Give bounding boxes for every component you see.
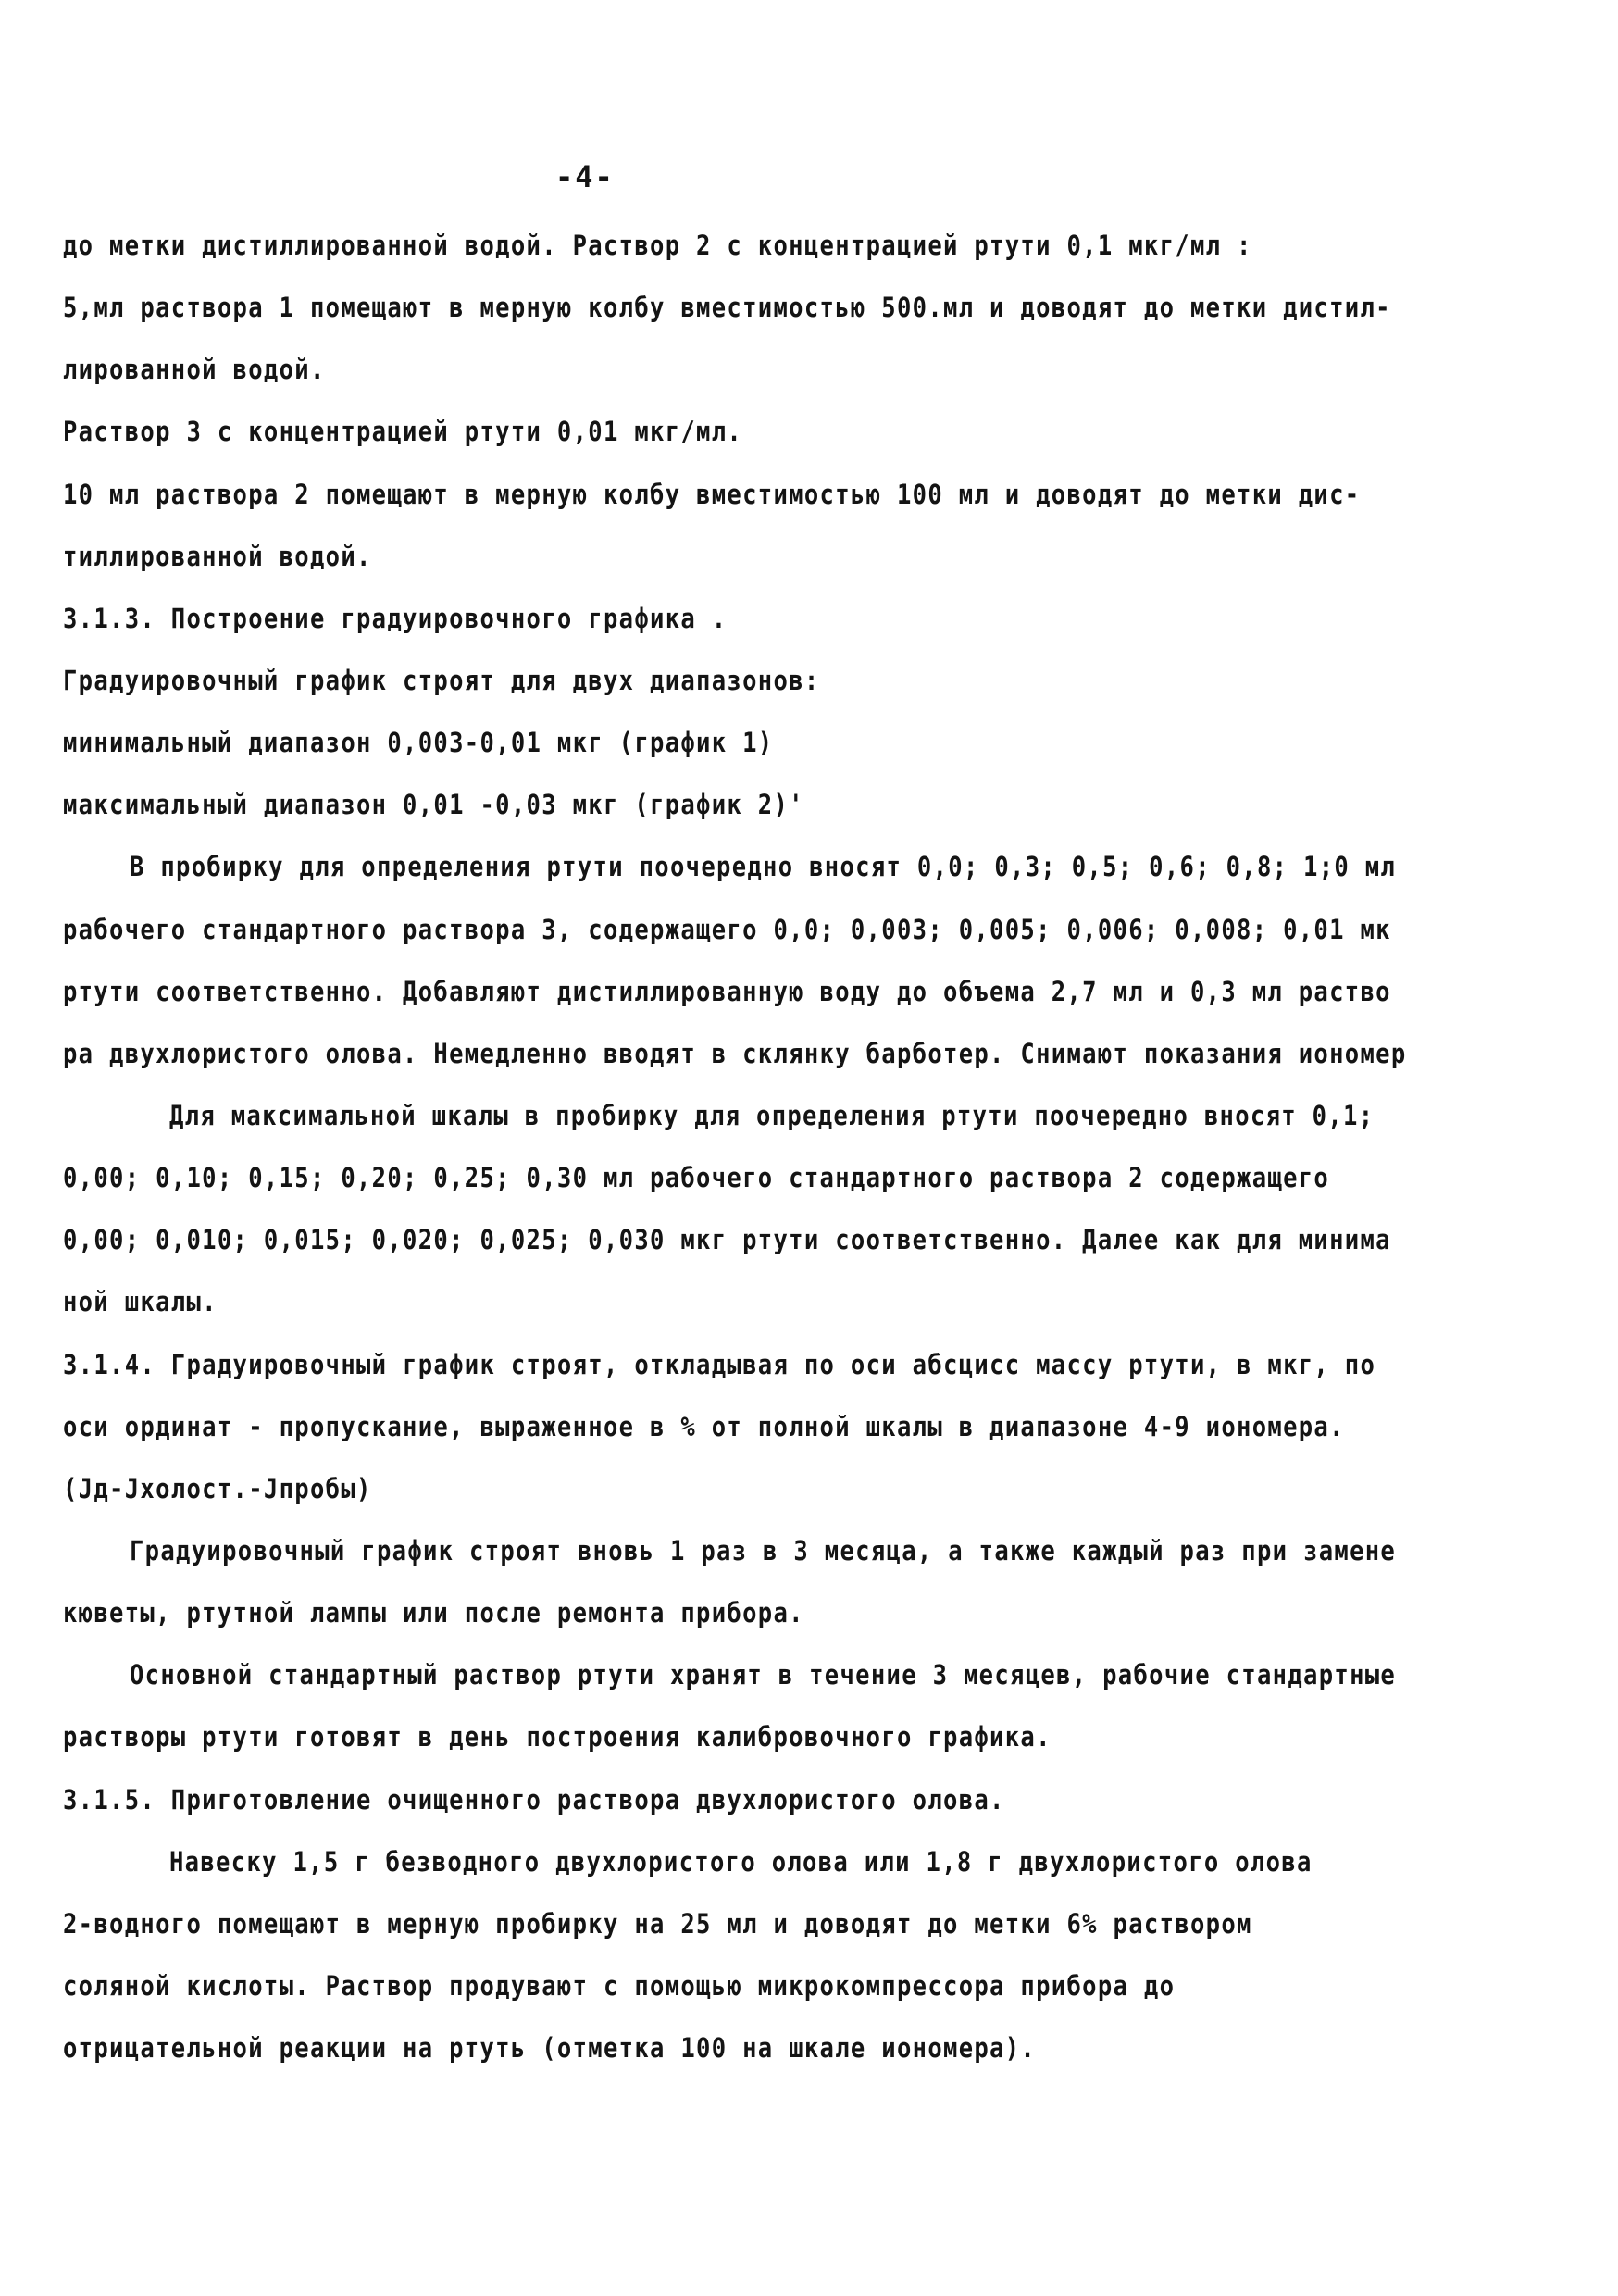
text-line: 0,00; 0,10; 0,15; 0,20; 0,25; 0,30 мл рабочего стандартного раствора 2 содержащего	[63, 1162, 1330, 1193]
text-line: отрицательной реакции на ртуть (отметка 100 на шкале иономера).	[63, 2032, 1037, 2064]
text-line: ра двухлористого олова. Немедленно вводят в склянку барботер. Снимают показания иономер	[63, 1038, 1407, 1069]
text-line: Градуировочный график строят для двух диапазонов:	[63, 665, 820, 696]
text-line: 5,мл раствора 1 помещают в мерную колбу вместимостью 500.мл и доводят до метки дистил-	[63, 292, 1391, 323]
paragraph-start: Для максимальной шкалы в пробирку для определения ртути поочередно вносят 0,1;	[169, 1100, 1375, 1131]
paragraph-start: Навеску 1,5 г безводного двухлористого олова или 1,8 г двухлористого олова	[169, 1846, 1313, 1878]
text-line: ной шкалы.	[63, 1286, 218, 1317]
paragraph-start: Градуировочный график строят вновь 1 раз в 3 месяца, а также каждый раз при замене	[130, 1535, 1397, 1566]
text-line: минимальный диапазон 0,003-0,01 мкг (график 1)	[63, 727, 774, 758]
text-line: рабочего стандартного раствора 3, содержащего 0,0; 0,003; 0,005; 0,006; 0,008; 0,01 мк	[63, 914, 1391, 945]
paragraph-start: В пробирку для определения ртути поочередно вносят 0,0; 0,3; 0,5; 0,6; 0,8; 1;0 мл	[130, 851, 1397, 882]
paragraph-start: Основной стандартный раствор ртути хранят в течение 3 месяцев, рабочие стандартные	[130, 1659, 1397, 1691]
section-heading: 3.1.4. Градуировочный график строят, откладывая по оси абсцисс массу ртути, в мкг, по	[63, 1349, 1376, 1380]
text-line: кюветы, ртутной лампы или после ремонта прибора.	[63, 1597, 804, 1628]
text-line: до метки дистиллированной водой. Раствор 2 с концентрацией ртути 0,1 мкг/мл :	[63, 230, 1252, 261]
text-line: максимальный диапазон 0,01 -0,03 мкг (график 2)'	[63, 789, 804, 820]
text-line: тиллированной водой.	[63, 541, 372, 572]
formula-line: (Jд-Jхолост.-Jпробы)	[63, 1473, 372, 1504]
section-heading: 3.1.5. Приготовление очищенного раствора двухлористого олова.	[63, 1784, 1005, 1816]
text-line: соляной кислоты. Раствор продувают с помощью микрокомпрессора прибора до	[63, 1970, 1176, 2002]
text-line: 2-водного помещают в мерную пробирку на 25 мл и доводят до метки 6% раствором	[63, 1908, 1252, 1940]
text-line: растворы ртути готовят в день построения калибровочного графика.	[63, 1721, 1052, 1753]
text-line: ртути соответственно. Добавляют дистиллированную воду до объема 2,7 мл и 0,3 мл раство	[63, 976, 1391, 1007]
text-line: Раствор 3 с концентрацией ртути 0,01 мкг/мл.	[63, 416, 743, 447]
text-line: 10 мл раствора 2 помещают в мерную колбу вместимостью 100 мл и доводят до метки дис-	[63, 479, 1361, 510]
text-line: лированной водой.	[63, 354, 326, 385]
page-number: -4-	[555, 159, 615, 194]
text-line: 0,00; 0,010; 0,015; 0,020; 0,025; 0,030 мкг ртути соответственно. Далее как для минима	[63, 1224, 1391, 1255]
text-line: оси ординат - пропускание, выраженное в % от полной шкалы в диапазоне 4-9 иономера.	[63, 1411, 1345, 1442]
section-heading: 3.1.3. Построение градуировочного графика .	[63, 603, 728, 634]
